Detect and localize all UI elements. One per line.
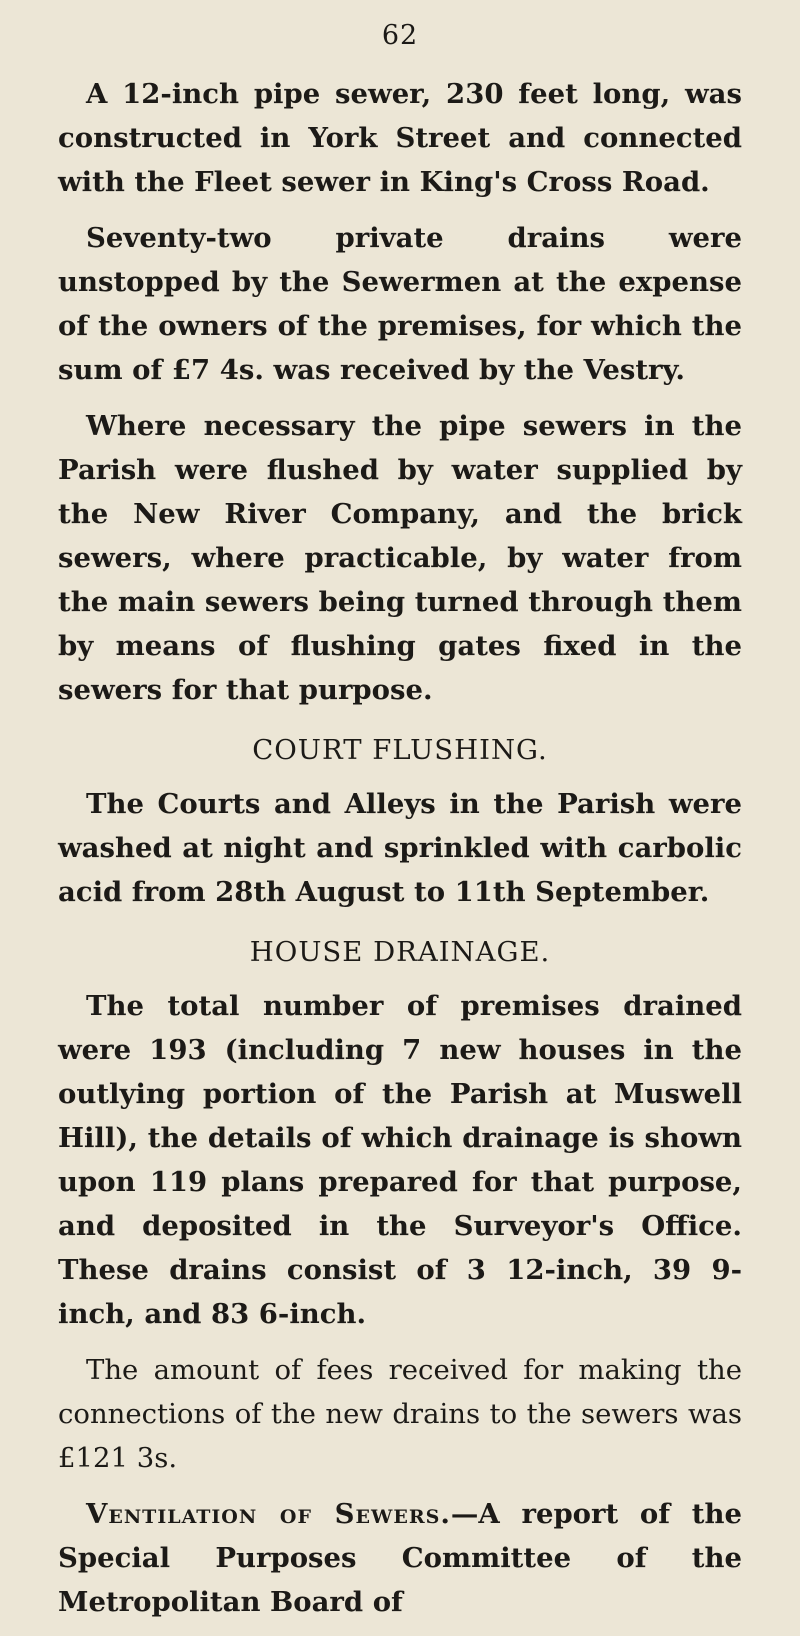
heading-court-flushing: COURT FLUSHING.	[252, 734, 548, 766]
paragraph-private-drains: Seventy-two private drains were unstopped by the Sewermen at the expense of the owners of the premises, for which the sum of £7 4s. was received by the Vestry.	[58, 222, 742, 386]
paragraph-court-flushing: The Courts and Alleys in the Parish were washed at night and sprinkled with carbolic acid from 28th August to 11th September.	[58, 788, 742, 908]
paragraph-house-drainage: The total number of premises drained were 193 (including 7 new houses in the outlying portion of the Parish at Muswell Hill), the details of which drainage is shown upon 119 plans prepared for that purpose, and deposited in the Surveyor's Office. These drains consist of 3 12-inch, 39 9-inch, and 83 6-inch.	[58, 990, 742, 1330]
ventilation-text: —A report of the Special Purposes Committee of the Metropolitan Board of	[58, 1498, 742, 1618]
ventilation-lead: Ventilation of Sewers.	[86, 1498, 451, 1530]
heading-house-drainage: HOUSE DRAINAGE.	[249, 936, 551, 968]
page-body	[58, 72, 742, 1636]
paragraph-ventilation-of-sewers	[58, 1492, 742, 1624]
page-number: 62	[381, 20, 419, 51]
paragraph-sewer-flushing: Where necessary the pipe sewers in the Parish were flushed by water supplied by the New River Company, and the brick sewers, where practicable, by water from the main sewers being turned through them by means of flushing gates fixed in the sewers for that purpose.	[58, 410, 742, 706]
paragraph-connection-fees: The amount of fees received for making the connections of the new drains to the sewers was £121 3s.	[58, 1354, 742, 1474]
paragraph-york-street-sewer: A 12-inch pipe sewer, 230 feet long, was constructed in York Street and connected with the Fleet sewer in King's Cross Road.	[58, 78, 742, 198]
